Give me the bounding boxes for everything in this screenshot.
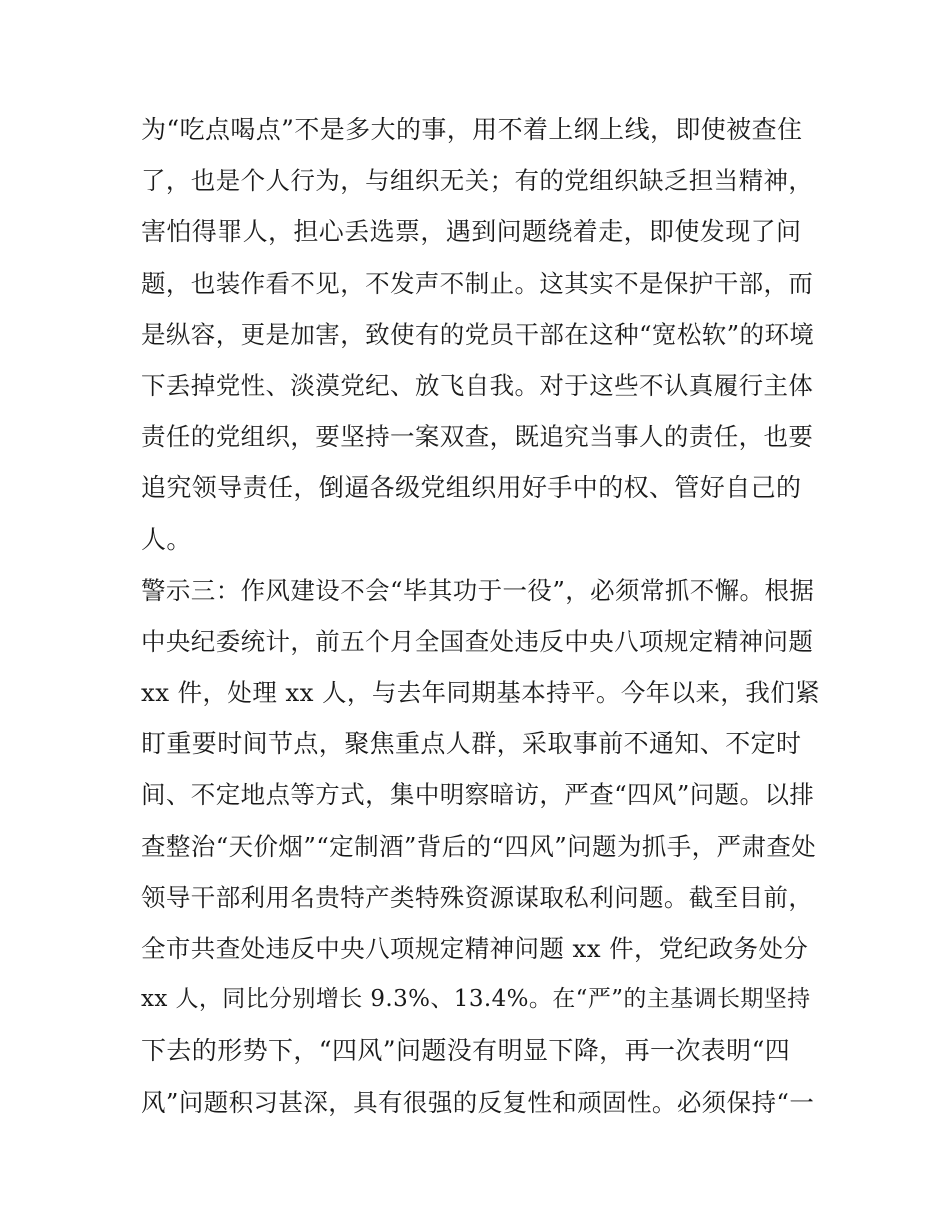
text-line-15: 查整治“天价烟”“定制酒”背后的“四风”问题为抓手，严肃查处 xyxy=(141,831,817,861)
text-line-3: 害怕得罪人，担心丢选票，遇到问题绕着走，即使发现了问 xyxy=(141,217,802,247)
text-line-14: 间、不定地点等方式，集中明察暗访，严查“四风”问题。以排 xyxy=(141,780,815,810)
text-line-20: 风”问题积习甚深，具有很强的反复性和顽固性。必须保持“一 xyxy=(141,1087,815,1117)
text-line-10: 警示三：作风建设不会“毕其功于一役”，必须常抓不懈。根据 xyxy=(141,575,815,605)
text-line-18: xx 人，同比分别增长 9.3%、13.4%。在“严”的主基调长期坚持 xyxy=(141,986,811,1013)
text-line-9: 人。 xyxy=(141,524,192,554)
body-text xyxy=(141,104,821,1128)
text-line-2: 了，也是个人行为，与组织无关；有的党组织缺乏担当精神， xyxy=(141,166,814,196)
text-line-6: 下丢掉党性、淡漠党纪、放飞自我。对于这些不认真履行主体 xyxy=(141,370,814,400)
text-line-19: 下去的形势下，“四风”问题没有明显下降，再一次表明“四 xyxy=(141,1036,791,1066)
text-line-4: 题，也装作看不见，不发声不制止。这其实不是保护干部，而 xyxy=(141,268,814,298)
text-line-7: 责任的党组织，要坚持一案双查，既追究当事人的责任，也要 xyxy=(141,422,814,452)
text-line-1: 为“吃点喝点”不是多大的事，用不着上纲上线，即使被查住 xyxy=(141,115,803,144)
text-line-13: 盯重要时间节点，聚焦重点人群，采取事前不通知、不定时 xyxy=(141,729,802,759)
text-line-5: 是纵容，更是加害，致使有的党员干部在这种“宽松软”的环境 xyxy=(141,319,815,349)
text-line-16: 领导干部利用名贵特产类特殊资源谋取私利问题。截至目前， xyxy=(141,882,814,912)
text-line-11: 中央纪委统计，前五个月全国查处违反中央八项规定精神问题 xyxy=(141,626,814,656)
text-line-17: 全市共查处违反中央八项规定精神问题 xx 件，党纪政务处分 xyxy=(141,934,809,963)
text-line-8: 追究领导责任，倒逼各级党组织用好手中的权、管好自己的 xyxy=(141,473,802,503)
text-line-12: xx 件，处理 xx 人，与去年同期基本持平。今年以来，我们紧 xyxy=(141,678,821,708)
